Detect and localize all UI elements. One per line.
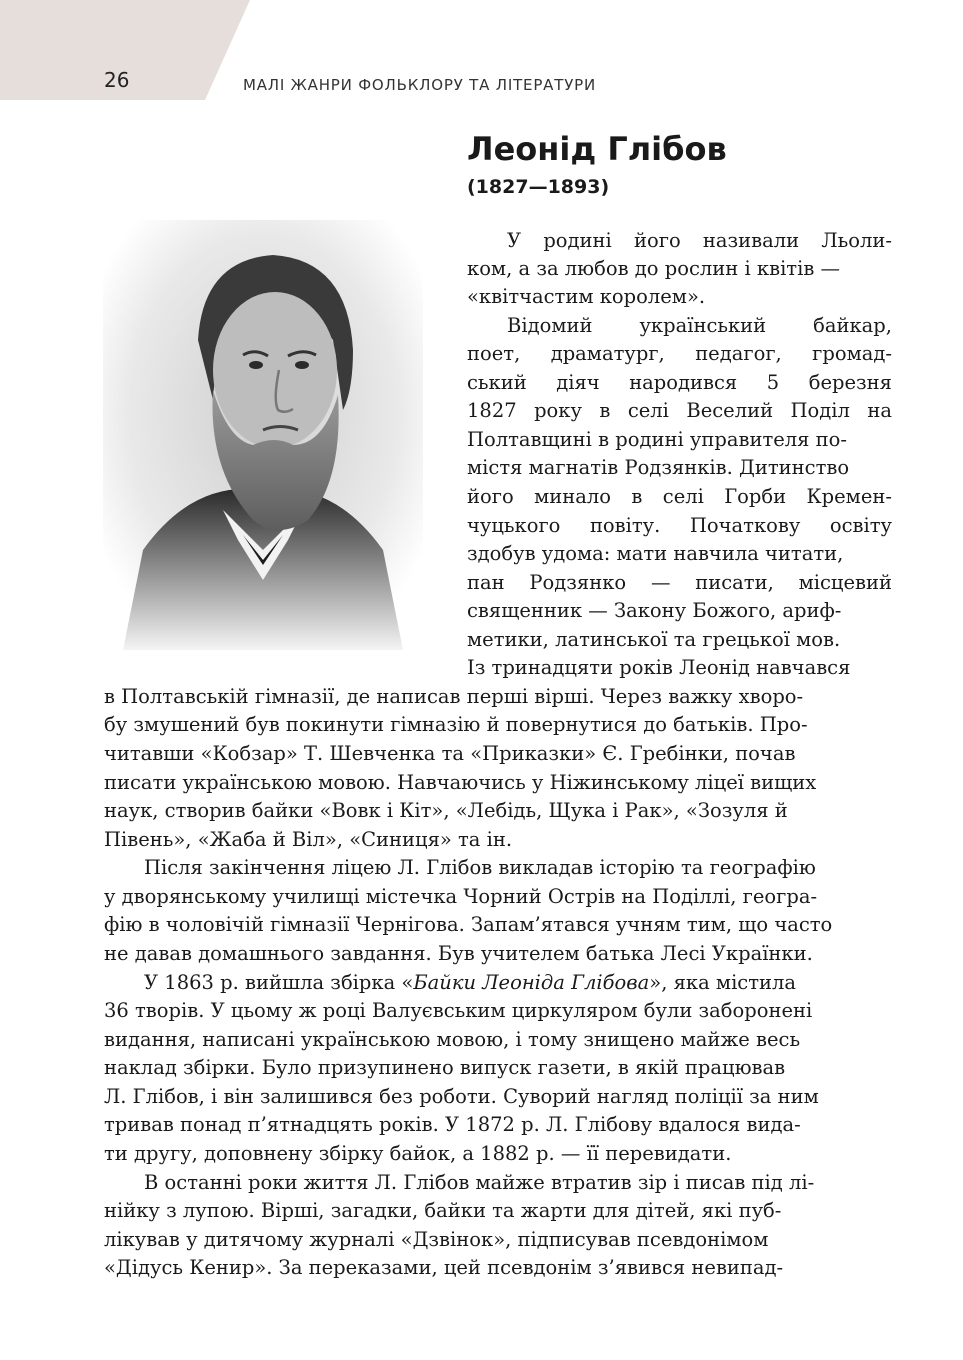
article-line-20: писати українською мовою. Навчаючись у Ніжинському ліцеї вищих xyxy=(104,771,817,794)
text-word: березня xyxy=(808,371,892,394)
article-line-24: у дворянському училищі містечка Чорний Острів на Поділлі, геогра- xyxy=(104,885,818,908)
article-line-29: видання, написані українською мовою, і тому знищено майже весь xyxy=(104,1028,801,1051)
text-word: педагог, xyxy=(695,342,782,365)
text-word: родині xyxy=(543,229,612,252)
running-head: МАЛІ ЖАНРИ ФОЛЬКЛОРУ ТА ЛІТЕРАТУРИ xyxy=(243,76,596,94)
article-line-21: наук, створив байки «Вовк і Кіт», «Лебідь, Щука і Рак», «Зозуля й xyxy=(104,799,788,822)
portrait-image xyxy=(103,220,423,650)
text-word: на xyxy=(867,399,892,422)
text-word: року xyxy=(534,399,582,422)
text-word: 1827 xyxy=(467,399,517,422)
text-word: його xyxy=(634,229,681,252)
article-line-10 xyxy=(467,484,892,510)
article-line-13 xyxy=(467,570,892,596)
text-word: його xyxy=(467,485,514,508)
article-line-4 xyxy=(467,313,892,339)
article-line-34: В останні роки життя Л. Глібов майже втратив зір і писав під лі- xyxy=(144,1171,815,1194)
text-word: Поділ xyxy=(790,399,850,422)
text-word: байкар, xyxy=(813,314,892,337)
article-line-14: священник — Закону Божого, ариф- xyxy=(467,599,842,622)
text-word: селі xyxy=(627,399,669,422)
article-line-32: тривав понад п’ятнадцять років. У 1872 р. Л. Глібову вдалося вида- xyxy=(104,1113,801,1136)
article-line-2: ком, а за любов до рослин і квітів — xyxy=(467,257,841,280)
article-line-18: бу змушений був покинути гімназію й повернутися до батьків. Про- xyxy=(104,713,808,736)
text-word: Льоли- xyxy=(821,229,892,252)
article-line-37: «Дідусь Кенир». За переказами, цей псевдонім з’явився невипад- xyxy=(104,1256,784,1279)
text-word: ський xyxy=(467,371,527,394)
article-line-9: містя магнатів Родзянків. Дитинство xyxy=(467,456,850,479)
text-word: Веселий xyxy=(686,399,774,422)
article-line-1 xyxy=(467,228,892,254)
text-word: Кремен- xyxy=(806,485,892,508)
article-line-12: здобув удома: мати навчила читати, xyxy=(467,542,844,565)
article-line-30: наклад збірки. Було призупинено випуск газети, в якій працював xyxy=(104,1056,786,1079)
text-word: поет, xyxy=(467,342,521,365)
article-line-6 xyxy=(467,370,892,396)
text-word: чуцького xyxy=(467,514,561,537)
text-segment: », яка містила xyxy=(649,971,797,994)
text-word: Родзянко xyxy=(529,571,627,594)
text-word: освіту xyxy=(829,514,892,537)
article-line-22: Півень», «Жаба й Віл», «Синиця» та ін. xyxy=(104,828,513,851)
article-line-19: читавши «Кобзар» Т. Шевченка та «Приказки» Є. Гребінки, почав xyxy=(104,742,796,765)
article-title: Леонід Глібов xyxy=(467,130,727,168)
article-line-36: лікував у дитячому журналі «Дзвінок», підписував псевдонімом xyxy=(104,1228,769,1251)
book-title: Байки Леоніда Глібова xyxy=(413,971,650,994)
text-word: 5 xyxy=(766,371,780,394)
article-line-15: метики, латинської та грецької мов. xyxy=(467,628,841,651)
article-line-31: Л. Глібов, і він залишився без роботи. Суворий нагляд поліції за ним xyxy=(104,1085,819,1108)
article-line-17: в Полтавській гімназії, де написав перші вірші. Через важку хворо- xyxy=(104,685,804,708)
text-word: — xyxy=(650,571,671,594)
article-line-25: фію в чоловічій гімназії Чернігова. Запам’ятався учням тим, що часто xyxy=(104,913,833,936)
text-word: писати, xyxy=(695,571,774,594)
text-word: Початкову xyxy=(689,514,801,537)
text-word: минало xyxy=(534,485,612,508)
article-line-23: Після закінчення ліцею Л. Глібов викладав історію та географію xyxy=(144,856,816,879)
text-word: Відомий xyxy=(507,314,593,337)
article-line-11 xyxy=(467,513,892,539)
text-word: народився xyxy=(629,371,738,394)
article-line-28: 36 творів. У цьому ж році Валуєвським циркуляром були заборонені xyxy=(104,999,813,1022)
text-word: місцевий xyxy=(798,571,892,594)
text-word: селі xyxy=(662,485,704,508)
article-line-3: «квітчастим королем». xyxy=(467,285,706,308)
text-word: український xyxy=(639,314,767,337)
text-word: Горби xyxy=(724,485,787,508)
article-line-5 xyxy=(467,341,892,367)
article-line-33: ти другу, доповнену збірку байок, а 1882 р. — її перевидати. xyxy=(104,1142,732,1165)
text-word: громад- xyxy=(812,342,892,365)
life-years: (1827—1893) xyxy=(467,176,610,198)
article-line-35: нійку з лупою. Вірші, загадки, байки та жарти для дітей, які пуб- xyxy=(104,1199,782,1222)
article-line-26: не давав домашнього завдання. Був учителем батька Лесі Українки. xyxy=(104,942,813,965)
text-word: У xyxy=(507,229,522,252)
text-segment: У 1863 р. вийшла збірка « xyxy=(144,971,414,994)
text-word: драматург, xyxy=(550,342,665,365)
text-word: повіту. xyxy=(589,514,661,537)
article-line-27 xyxy=(144,970,892,996)
text-word: в xyxy=(631,485,643,508)
article-line-16: Із тринадцяти років Леонід навчався xyxy=(467,656,851,679)
text-word: пан xyxy=(467,571,505,594)
text-word: діяч xyxy=(556,371,600,394)
text-word: в xyxy=(599,399,611,422)
page-number: 26 xyxy=(104,68,130,92)
article-line-8: Полтавщині в родині управителя по- xyxy=(467,428,848,451)
text-word: називали xyxy=(702,229,800,252)
article-line-7 xyxy=(467,398,892,424)
